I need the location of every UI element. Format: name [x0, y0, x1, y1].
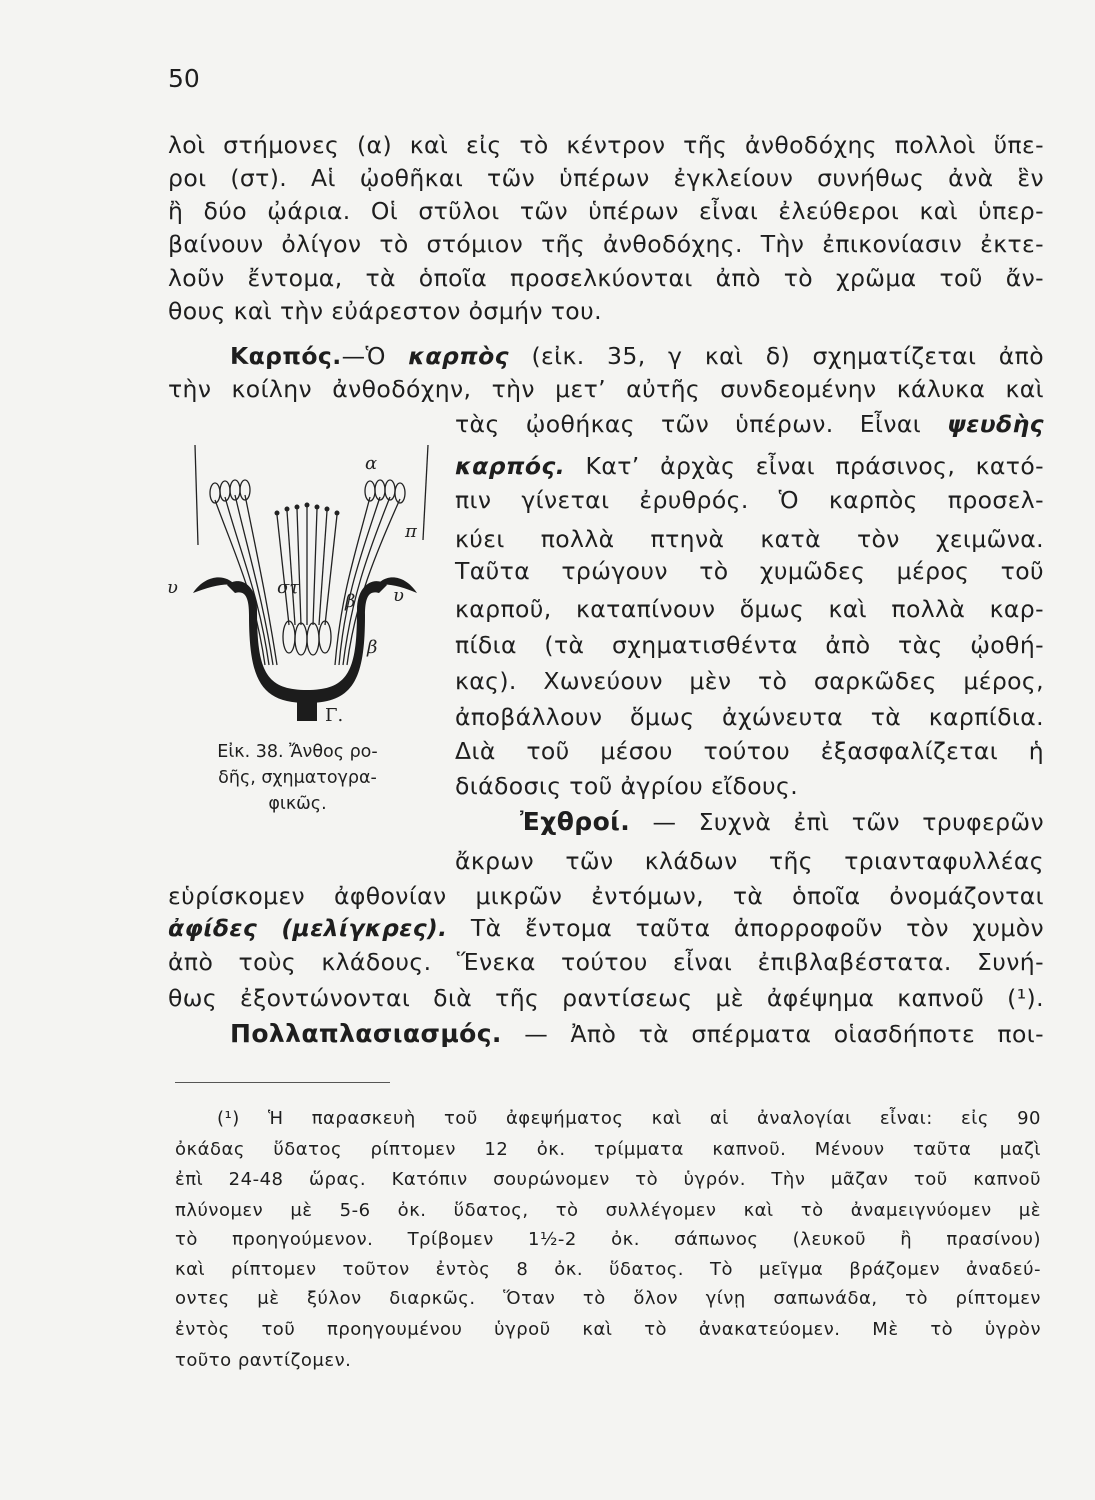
body-line: ἀποβάλλουν ὅμως ἀχώνευτα τὰ καρπίδια.	[455, 703, 1044, 731]
label-upsilon-right: υ	[393, 585, 404, 606]
section-heading-pollaplasiasmos: Πολλαπλασιασμός.	[230, 1019, 502, 1048]
footnote-line: (¹) Ἡ παρασκευὴ τοῦ ἀφεψήματος καὶ αἱ ἀναλογίαι εἶναι: εἰς 90	[217, 1108, 1041, 1129]
label-pi: π	[405, 521, 417, 542]
body-line: τὴν κοίλην ἀνθοδόχην, τὴν μετ’ αὐτῆς συνδεομένην κάλυκα καὶ	[168, 375, 1044, 403]
body-line: διάδοσις τοῦ ἀγρίου εἴδους.	[455, 772, 799, 800]
body-line: βαίνουν ὀλίγον τὸ στόμιον τῆς ἀνθοδόχης. Τὴν ἐπικονίασιν ἐκτε-	[168, 230, 1044, 258]
footnote-line: πλύνομεν μὲ 5-6 ὀκ. ὕδατος, τὸ συλλέγομεν καὶ τὸ ἀναμειγνύομεν μὲ	[175, 1200, 1041, 1221]
body-line: εὑρίσκομεν ἀφθονίαν μικρῶν ἐντόμων, τὰ ὁποῖα ὀνομάζονται	[168, 882, 1044, 910]
body-line: ἄκρων τῶν κλάδων τῆς τριανταφυλλέας	[455, 847, 1044, 875]
body-line: Διὰ τοῦ μέσου τούτου ἐξασφαλίζεται ἡ	[455, 737, 1044, 765]
footnote-line: τοῦτο ραντίζομεν.	[175, 1350, 352, 1371]
body-line: τὰς ᾠοθήκας τῶν ὑπέρων. Εἶναι ψευδὴς	[455, 410, 1044, 438]
figure-caption: Εἰκ. 38. Ἄνθος ρο- δῆς, σχηματογρα- φικῶς.	[217, 742, 378, 814]
label-beta-inner: β	[345, 591, 356, 612]
ekhthroi-heading-line: Ἐχθροί. — Συχνὰ ἐπὶ τῶν τρυφερῶν	[520, 807, 1044, 836]
label-beta-outer: β	[367, 637, 378, 658]
body-line: Ταῦτα τρώγουν τὸ χυμῶδες μέρος τοῦ	[455, 557, 1044, 585]
footnote-line: ἐντὸς τοῦ προηγουμένου ὑγροῦ καὶ τὸ ἀνακατεύομεν. Μὲ τὸ ὑγρὸν	[175, 1319, 1041, 1340]
body-line: πιν γίνεται ἐρυθρός. Ὁ καρπὸς προσελ-	[455, 486, 1044, 514]
label-sigma-tau: στ	[277, 577, 300, 598]
section-heading-ekhthroi: Ἐχθροί.	[520, 807, 631, 836]
body-line: κύει πολλὰ πτηνὰ κατὰ τὸν χειμῶνα.	[455, 525, 1044, 553]
body-line: καρποῦ, καταπίνουν ὅμως καὶ πολλὰ καρ-	[455, 595, 1044, 623]
karpos-heading-line: Καρπός.—Ὁ καρπὸς (εἰκ. 35, γ καὶ δ) σχηματίζεται ἀπὸ	[230, 342, 1044, 370]
footnote-line: καὶ ρίπτομεν τοῦτον ἐντὸς 8 ὀκ. ὕδατος. Τὸ μεῖγμα βράζομεν ἀναδεύ-	[175, 1259, 1041, 1280]
body-line: καρπός. Κατ’ ἀρχὰς εἶναι πράσινος, κατό-	[455, 452, 1044, 480]
body-line: ροι (στ). Αἱ ᾠοθῆκαι τῶν ὑπέρων ἐγκλείουν συνήθως ἀνὰ ἓν	[168, 164, 1044, 192]
body-line: πίδια (τὰ σχηματισθέντα ἀπὸ τὰς ᾠοθή-	[455, 631, 1044, 659]
label-alpha: α	[365, 453, 378, 474]
footnote-line: τὸ προηγούμενον. Τρίβομεν 1½-2 ὀκ. σάπωνος (λευκοῦ ἢ πρασίνου)	[175, 1229, 1041, 1250]
body-line: θους καὶ τὴν εὐάρεστον ὀσμήν του.	[168, 297, 602, 325]
label-gamma: Γ.	[325, 705, 344, 726]
page-number: 50	[168, 64, 200, 93]
body-line: ἀφίδες (μελίγκρες). Τὰ ἔντομα ταῦτα ἀπορροφοῦν τὸν χυμὸν	[168, 914, 1044, 942]
body-line: θως ἐξοντώνονται διὰ τῆς ραντίσεως μὲ ἀφέψημα καπνοῦ (¹).	[168, 984, 1044, 1012]
section-heading-karpos: Καρπός.	[230, 342, 342, 370]
footnote-line: ὀκάδας ὕδατος ρίπτομεν 12 ὀκ. τρίμματα καπνοῦ. Μένουν ταῦτα μαζὶ	[175, 1139, 1041, 1160]
footnote-divider	[175, 1082, 390, 1083]
body-line: λοῦν ἔντομα, τὰ ὁποῖα προσελκύονται ἀπὸ τὸ χρῶμα τοῦ ἄν-	[168, 264, 1044, 292]
body-line: λοὶ στήμονες (α) καὶ εἰς τὸ κέντρον τῆς ἀνθοδόχης πολλοὶ ὕπε-	[168, 131, 1044, 159]
body-line: ἀπὸ τοὺς κλάδους. Ἕνεκα τούτου εἶναι ἐπιβλαβέστατα. Συνή-	[168, 948, 1044, 976]
rose-flower-diagram	[165, 425, 450, 730]
footnote-line: ἐπὶ 24-48 ὥρας. Κατόπιν σουρώνομεν τὸ ὑγρόν. Τὴν μᾶζαν τοῦ καπνοῦ	[175, 1169, 1041, 1190]
footnote-line: οντες μὲ ξύλον διαρκῶς. Ὅταν τὸ ὅλον γίνῃ σαπωνάδα, τὸ ρίπτομεν	[175, 1288, 1041, 1309]
pollaplasiasmos-heading-line: Πολλαπλασιασμός. — Ἀπὸ τὰ σπέρματα οἱασδήποτε ποι-	[230, 1019, 1044, 1048]
label-upsilon-left: υ	[167, 577, 178, 598]
body-line: κας). Χωνεύουν μὲν τὸ σαρκῶδες μέρος,	[455, 667, 1044, 695]
body-line: ἢ δύο ᾠάρια. Οἱ στῦλοι τῶν ὑπέρων εἶναι ἐλεύθεροι καὶ ὑπερ-	[168, 197, 1044, 225]
